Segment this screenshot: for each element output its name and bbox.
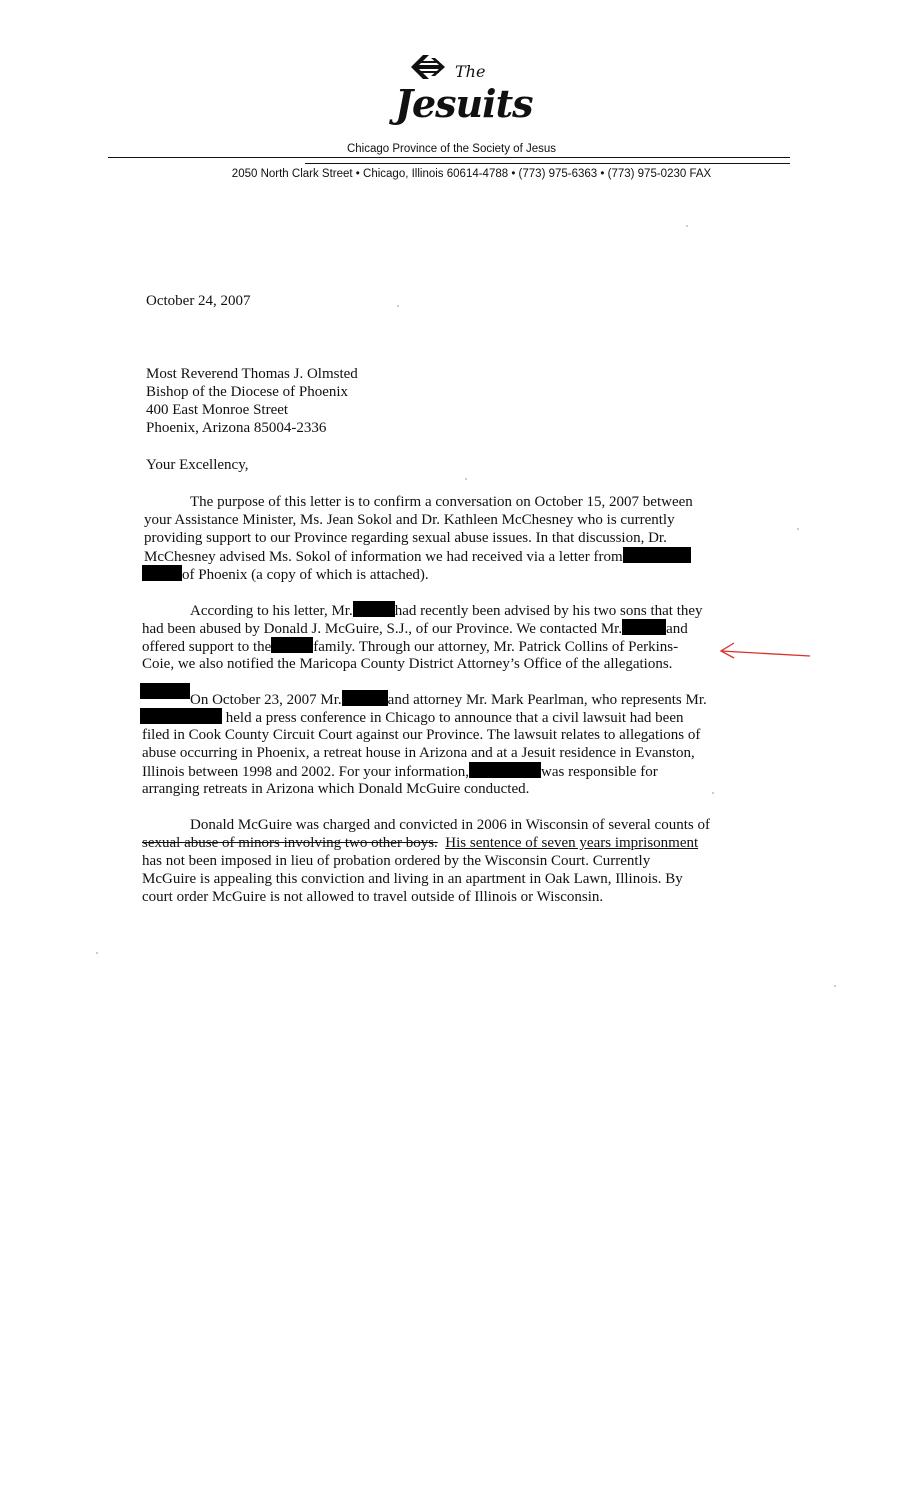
scan-speck [712, 792, 714, 794]
p3-line-6: arranging retreats in Arizona which Donald McGuire conducted. [142, 781, 530, 797]
p1-line-4 [144, 547, 691, 566]
recipient-line-2: Bishop of the Diocese of Phoenix [146, 384, 349, 400]
p1-line-2: your Assistance Minister, Ms. Jean Sokol and Dr. Kathleen McChesney who is currently [144, 512, 675, 528]
redaction-box [140, 683, 190, 699]
recipient-line-3: 400 East Monroe Street [146, 402, 289, 418]
letterhead-rule-bottom [305, 163, 790, 164]
p3-line-5a: Illinois between 1998 and 2002. For your information, [142, 764, 470, 780]
p3-line-2 [140, 708, 684, 727]
red-arrow-icon [718, 640, 813, 664]
p4-line-1: Donald McGuire was charged and convicted in 2006 in Wisconsin of several counts of [190, 817, 710, 833]
logo-the-text: The [455, 62, 486, 81]
p2-line-1a: According to his letter, Mr. [190, 603, 353, 619]
p2-line-3a: offered support to the [142, 639, 272, 655]
p2-line-4: Coie, we also notified the Maricopa County District Attorney’s Office of the allegations. [142, 656, 673, 672]
letterhead-rule-top [108, 157, 790, 158]
p4-struck-text: sexual abuse of minors involving two other boys. [142, 835, 438, 851]
p4-line-3: has not been imposed in lieu of probation ordered by the Wisconsin Court. Currently [142, 853, 651, 869]
p2-line-3b: family. Through our attorney, Mr. Patrick Collins of Perkins- [313, 639, 679, 655]
p4-line-5: court order McGuire is not allowed to travel outside of Illinois or Wisconsin. [142, 889, 604, 905]
scan-speck [797, 528, 799, 530]
redaction-box [353, 601, 395, 617]
redaction-box [622, 619, 666, 635]
redaction-box [623, 547, 691, 563]
p2-line-1b: had recently been advised by his two sons that they [394, 603, 703, 619]
p3-line-1b: and attorney Mr. Mark Pearlman, who represents Mr. [387, 692, 707, 708]
letter-date: October 24, 2007 [146, 293, 251, 309]
p1-line-5 [142, 565, 429, 584]
redaction-box [469, 762, 541, 778]
scan-speck [686, 225, 688, 227]
p4-underlined-text: His sentence of seven years imprisonment [445, 835, 699, 851]
scan-speck [465, 478, 467, 480]
jesuits-logo [395, 48, 533, 130]
logo-jesuits-text: Jesuits [395, 81, 533, 126]
scan-speck [96, 952, 98, 954]
recipient-line-1: Most Reverend Thomas J. Olmsted [146, 366, 358, 382]
p3-line-2-text: held a press conference in Chicago to announce that a civil lawsuit had been [225, 710, 684, 726]
p3-line-5 [142, 762, 658, 781]
p1-line-1: The purpose of this letter is to confirm a conversation on October 15, 2007 between [190, 494, 693, 510]
p1-line-5-text: of Phoenix (a copy of which is attached). [182, 567, 429, 583]
p2-line-1 [190, 601, 703, 620]
p1-line-3: providing support to our Province regarding sexual abuse issues. In that discussion, Dr. [144, 530, 667, 546]
p3-line-4: abuse occurring in Phoenix, a retreat house in Arizona and at a Jesuit residence in Evanston, [142, 745, 695, 761]
p1-line-4-text: McChesney advised Ms. Sokol of information we had received via a letter from [144, 549, 623, 565]
scan-speck [834, 985, 836, 987]
p3-line-5b: was responsible for [541, 764, 658, 780]
jesuits-arrows-icon [409, 52, 457, 82]
p3-line-1 [190, 690, 707, 709]
p3-line-3: filed in Cook County Circuit Court against our Province. The lawsuit relates to allegations of [142, 727, 701, 743]
redaction-box [271, 637, 313, 653]
p3-line-1a: On October 23, 2007 Mr. [190, 692, 342, 708]
p2-line-2 [142, 619, 688, 638]
redaction-box [140, 708, 222, 724]
salutation: Your Excellency, [146, 457, 249, 473]
p2-line-2b: and [666, 621, 688, 637]
scan-speck [397, 305, 399, 307]
p2-line-3 [142, 637, 678, 656]
recipient-line-4: Phoenix, Arizona 85004-2336 [146, 420, 327, 436]
p4-line-2 [142, 834, 698, 852]
redaction-box [142, 565, 182, 581]
p2-line-2a: had been abused by Donald J. McGuire, S.J., of our Province. We contacted Mr. [142, 621, 623, 637]
letterhead-address: 2050 North Clark Street • Chicago, Illinois 60614-4788 • (773) 975-6363 • (773) 975-0230 FAX [231, 168, 712, 180]
p4-line-4: McGuire is appealing this conviction and living in an apartment in Oak Lawn, Illinois. By [142, 871, 683, 887]
redaction-box [342, 690, 388, 706]
province-subtitle: Chicago Province of the Society of Jesus [346, 143, 557, 155]
